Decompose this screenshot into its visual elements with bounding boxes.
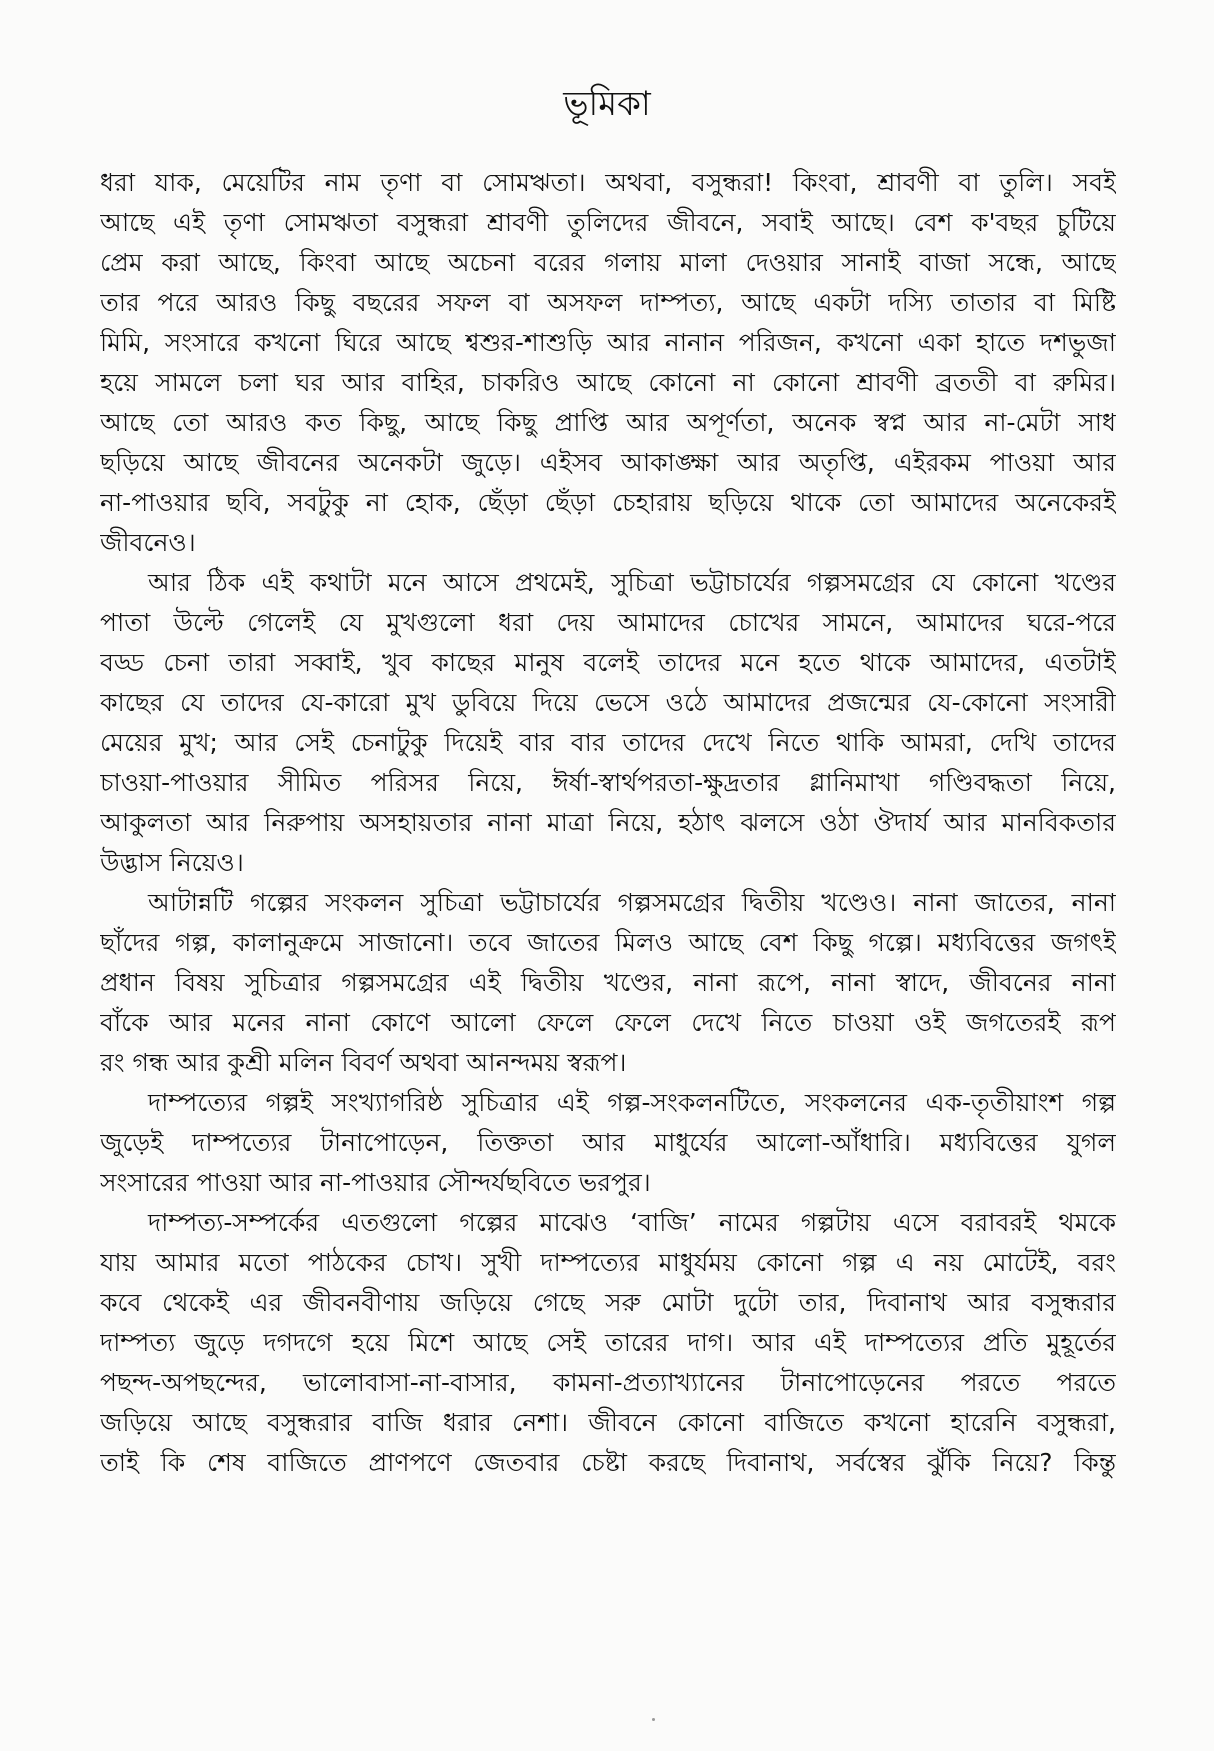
text-line: আছে এই তৃণা সোমঋতা বসুন্ধরা শ্রাবণী তুলিদের জীবনে, সবাই আছে। বেশ ক'বছর চুটিয়ে	[100, 208, 1116, 237]
text-line: যায় আমার মতো পাঠকের চোখ। সুখী দাম্পত্যের মাধুর্যময় কোনো গল্প এ নয় মোটেই, বরং	[100, 1248, 1116, 1277]
text-line: তার পরে আরও কিছু বছরের সফল বা অসফল দাম্পত্য, আছে একটা দস্যি তাতার বা মিষ্টি	[100, 288, 1116, 317]
text-line: উদ্ভাস নিয়েও।	[100, 848, 244, 877]
paragraph-3	[100, 883, 1116, 1083]
text-line: কবে থেকেই এর জীবনবীণায় জড়িয়ে গেছে সরু মোটা দুটো তার, দিবানাথ আর বসুন্ধরার	[100, 1288, 1116, 1317]
paragraph-5	[100, 1203, 1116, 1483]
text-line: মেয়ের মুখ; আর সেই চেনাটুকু দিয়েই বার বার তাদের দেখে নিতে থাকি আমরা, দেখি তাদের	[100, 728, 1116, 757]
text-line: পাতা উল্টে গেলেই যে মুখগুলো ধরা দেয় আমাদের চোখের সামনে, আমাদের ঘরে-পরে	[100, 608, 1116, 637]
paragraph-2	[100, 563, 1116, 883]
text-line: মিমি, সংসারে কখনো ঘিরে আছে শ্বশুর-শাশুড়ি আর নানান পরিজন, কখনো একা হাতে দশভুজা	[100, 328, 1116, 357]
scan-speck	[652, 1718, 655, 1721]
paragraph-4	[100, 1083, 1116, 1203]
text-line: জড়িয়ে আছে বসুন্ধরার বাজি ধরার নেশা। জীবনে কোনো বাজিতে কখনো হারেনি বসুন্ধরা,	[100, 1408, 1116, 1437]
text-line: আছে তো আরও কত কিছু, আছে কিছু প্রাপ্তি আর অপূর্ণতা, অনেক স্বপ্ন আর না-মেটা সাধ	[100, 408, 1116, 437]
text-line: ছড়িয়ে আছে জীবনের অনেকটা জুড়ে। এইসব আকাঙ্ক্ষা আর অতৃপ্তি, এইরকম পাওয়া আর	[100, 448, 1116, 477]
text-line: আর ঠিক এই কথাটা মনে আসে প্রথমেই, সুচিত্রা ভট্টাচার্যের গল্পসমগ্রের যে কোনো খণ্ডের	[148, 568, 1116, 597]
text-line: তাই কি শেষ বাজিতে প্রাণপণে জেতবার চেষ্টা করছে দিবানাথ, সর্বস্বের ঝুঁকি নিয়ে? কিন্তু	[100, 1448, 1116, 1477]
text-line: দাম্পত্য-সম্পর্কের এতগুলো গল্পের মাঝেও ‘বাজি’ নামের গল্পটায় এসে বরাবরই থমকে	[148, 1208, 1116, 1237]
text-line: আটান্নটি গল্পের সংকলন সুচিত্রা ভট্টাচার্যের গল্পসমগ্রের দ্বিতীয় খণ্ডেও। নানা জাতের, নানা	[148, 888, 1116, 917]
text-line: রং গন্ধ আর কুশ্রী মলিন বিবর্ণ অথবা আনন্দময় স্বরূপ।	[100, 1048, 627, 1077]
text-line: জুড়েই দাম্পত্যের টানাপোড়েন, তিক্ততা আর মাধুর্যের আলো-আঁধারি। মধ্যবিত্তের যুগল	[100, 1128, 1116, 1157]
body-text	[100, 163, 1116, 1483]
text-line: দাম্পত্য জুড়ে দগদগে হয়ে মিশে আছে সেই তারের দাগ। আর এই দাম্পত্যের প্রতি মুহূর্তের	[100, 1328, 1116, 1357]
text-line: কাছের যে তাদের যে-কারো মুখ ডুবিয়ে দিয়ে ভেসে ওঠে আমাদের প্রজন্মের যে-কোনো সংসারী	[100, 688, 1116, 717]
text-line: ছাঁদের গল্প, কালানুক্রমে সাজানো। তবে জাতের মিলও আছে বেশ কিছু গল্পে। মধ্যবিত্তের জগৎই	[100, 928, 1116, 957]
text-line: দাম্পত্যের গল্পই সংখ্যাগরিষ্ঠ সুচিত্রার এই গল্প-সংকলনটিতে, সংকলনের এক-তৃতীয়াংশ গল্প	[148, 1088, 1116, 1117]
text-line: চাওয়া-পাওয়ার সীমিত পরিসর নিয়ে, ঈর্ষা-স্বার্থপরতা-ক্ষুদ্রতার গ্লানিমাখা গণ্ডিবদ্ধতা নিয়ে,	[100, 768, 1116, 797]
text-line: প্রেম করা আছে, কিংবা আছে অচেনা বরের গলায় মালা দেওয়ার সানাই বাজা সন্ধে, আছে	[100, 248, 1116, 277]
paragraph-1	[100, 163, 1116, 563]
text-line: সংসারের পাওয়া আর না-পাওয়ার সৌন্দর্যছবিতে ভরপুর।	[100, 1168, 651, 1197]
text-line: না-পাওয়ার ছবি, সবটুকু না হোক, ছেঁড়া ছেঁড়া চেহারায় ছড়িয়ে থাকে তো আমাদের অনেকেরই	[100, 488, 1116, 517]
text-line: আকুলতা আর নিরুপায় অসহায়তার নানা মাত্রা নিয়ে, হঠাৎ ঝলসে ওঠা ঔদার্য আর মানবিকতার	[100, 808, 1116, 837]
text-line: জীবনেও।	[100, 528, 196, 557]
text-line: পছন্দ-অপছন্দের, ভালোবাসা-না-বাসার, কামনা-প্রত্যাখ্যানের টানাপোড়েনের পরতে পরতে	[100, 1368, 1116, 1397]
text-line: বড্ড চেনা তারা সব্বাই, খুব কাছের মানুষ বলেই তাদের মনে হতে থাকে আমাদের, এতটাই	[100, 648, 1116, 677]
text-line: প্রধান বিষয় সুচিত্রার গল্পসমগ্রের এই দ্বিতীয় খণ্ডের, নানা রূপে, নানা স্বাদে, জীবনের নানা	[100, 968, 1116, 997]
page-title: ভূমিকা	[563, 84, 651, 124]
text-line: হয়ে সামলে চলা ঘর আর বাহির, চাকরিও আছে কোনো না কোনো শ্রাবণী ব্রততী বা রুমির।	[100, 368, 1116, 397]
text-line: বাঁকে আর মনের নানা কোণে আলো ফেলে ফেলে দেখে নিতে চাওয়া ওই জগতেরই রূপ	[100, 1008, 1116, 1037]
text-line: ধরা যাক, মেয়েটির নাম তৃণা বা সোমঋতা। অথবা, বসুন্ধরা! কিংবা, শ্রাবণী বা তুলি। সবই	[100, 168, 1116, 197]
